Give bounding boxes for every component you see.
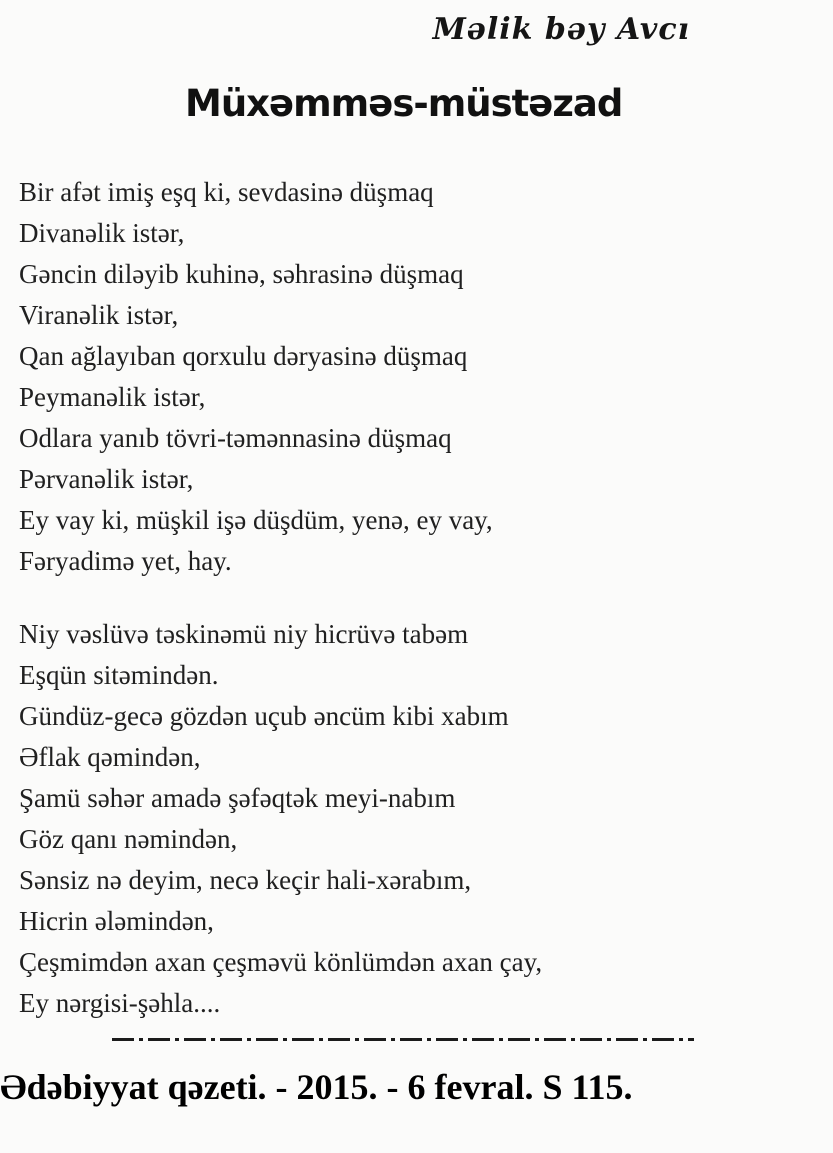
poem-line: Viranəlik istər,: [19, 300, 179, 330]
poem-line: Ey vay ki, müşkil işə düşdüm, yenə, ey vay,: [19, 505, 493, 535]
poem-stanza-1: [19, 172, 493, 582]
poem-line: Qan ağlayıban qorxulu dəryasinə düşmaq: [19, 341, 468, 371]
author-name: Məlik bəy Avcı: [432, 12, 690, 47]
poem-line: Çeşmimdən axan çeşməvü könlümdən axan çay,: [19, 947, 543, 977]
poem-stanza-2: [19, 614, 542, 1024]
poem-line: Bir afət imiş eşq ki, sevdasinə düşmaq: [19, 177, 434, 207]
source-citation: Ədəbiyyat qəzeti. - 2015. - 6 fevral. S 115.: [0, 1067, 633, 1107]
poem-line: Ey nərgisi-şəhla....: [19, 988, 221, 1018]
poem-line: Göz qanı nəmindən,: [19, 824, 238, 854]
poem-title: Müxəmməs-müstəzad: [185, 82, 623, 125]
poem-line: Divanəlik istər,: [19, 218, 185, 248]
poem-line: Əflak qəmindən,: [19, 742, 201, 772]
poem-line: Şamü səhər amadə şəfəqtək meyi-nabım: [19, 783, 456, 813]
poem-line: Gündüz-gecə gözdən uçub əncüm kibi xabım: [19, 701, 509, 731]
poem-line: Odlara yanıb tövri-təmənnasinə düşmaq: [19, 423, 452, 453]
poem-line: Niy vəslüvə təskinəmü niy hicrüvə tabəm: [19, 619, 469, 649]
poem-line: Pərvanəlik istər,: [19, 464, 194, 494]
poem-line: Eşqün sitəmindən.: [19, 660, 219, 690]
poem-line: Fəryadimə yet, hay.: [19, 546, 232, 576]
poem-line: Hicrin ələmindən,: [19, 906, 214, 936]
poem-line: Gəncin diləyib kuhinə, səhrasinə düşmaq: [19, 259, 464, 289]
dash-dot-divider: [112, 1038, 694, 1041]
poem-line: Peymanəlik istər,: [19, 382, 206, 412]
poem-line: Sənsiz nə deyim, necə keçir hali-xərabım,: [19, 865, 472, 895]
